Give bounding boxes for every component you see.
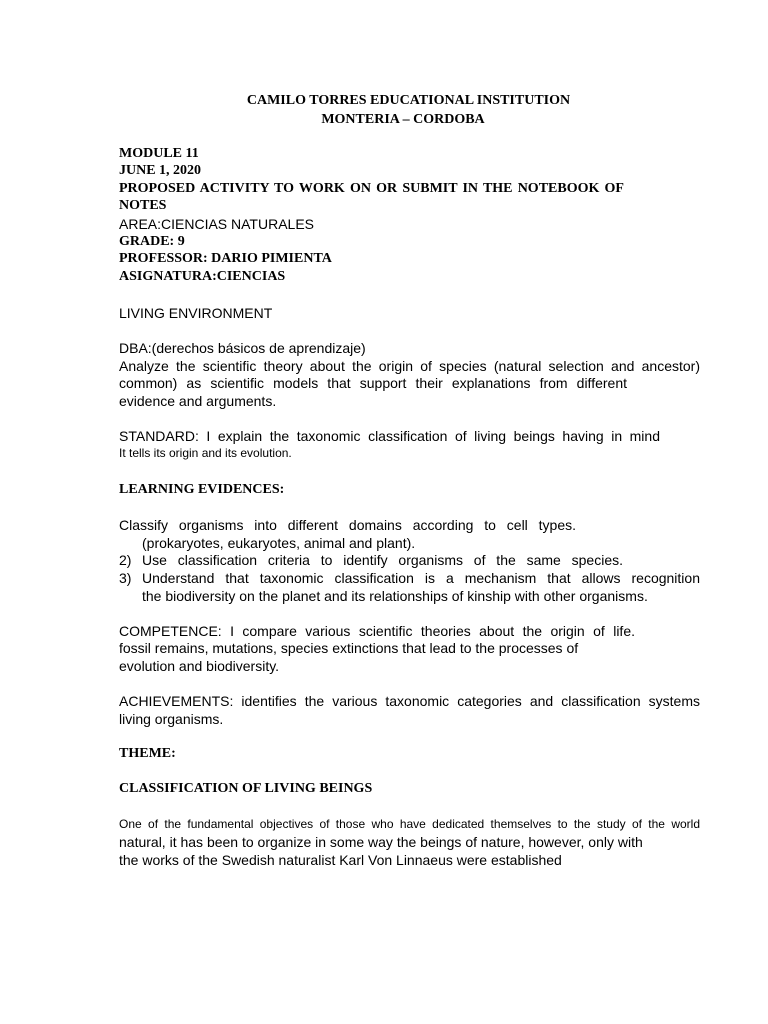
city-title: MONTERIA – CORDOBA: [321, 112, 485, 127]
learning-evidences-heading: LEARNING EVIDENCES:: [119, 482, 285, 497]
learning-item-3-number: 3): [119, 570, 132, 586]
professor-label: PROFESSOR: DARIO PIMIENTA: [119, 251, 332, 266]
achievements-line-1: ACHIEVEMENTS: identifies the various taxonomic categories and classification systems: [119, 693, 700, 709]
dba-line-2: common) as scientific models that support their explanations from different: [119, 375, 627, 391]
living-environment-heading: LIVING ENVIRONMENT: [119, 305, 273, 321]
dba-title: DBA:(derechos básicos de aprendizaje): [119, 340, 366, 356]
standard-line-2: It tells its origin and its evolution.: [119, 446, 292, 460]
competence-line-3: evolution and biodiversity.: [119, 658, 280, 674]
area-label: AREA:CIENCIAS NATURALES: [119, 216, 315, 232]
intro-line-2: natural, it has been to organize in some way the beings of nature, however, only with: [119, 834, 643, 850]
date-label: JUNE 1, 2020: [119, 163, 202, 178]
learning-item-1-line-2: (prokaryotes, eukaryotes, animal and plant).: [142, 535, 416, 551]
competence-line-2: fossil remains, mutations, species extinctions that lead to the processes of: [119, 640, 579, 656]
learning-item-2-number: 2): [119, 552, 132, 568]
learning-item-1-line-1: Classify organisms into different domains according to cell types.: [119, 517, 576, 533]
activity-line-2: NOTES: [119, 198, 167, 213]
learning-item-3-line-1: Understand that taxonomic classification is a mechanism that allows recognition: [142, 570, 700, 586]
subject-label: ASIGNATURA:CIENCIAS: [119, 269, 286, 284]
learning-item-3-line-2: the biodiversity on the planet and its relationships of kinship with other organisms.: [142, 588, 648, 604]
intro-line-1: One of the fundamental objectives of those who have dedicated themselves to the study of the world: [119, 817, 700, 831]
classification-heading: CLASSIFICATION OF LIVING BEINGS: [119, 781, 373, 796]
standard-line-1: STANDARD: I explain the taxonomic classification of living beings having in mind: [119, 428, 660, 444]
competence-line-1: COMPETENCE: I compare various scientific theories about the origin of life.: [119, 623, 635, 639]
dba-line-1: Analyze the scientific theory about the origin of species (natural selection and ancestor): [119, 358, 700, 374]
achievements-line-2: living organisms.: [119, 711, 224, 727]
learning-item-2: Use classification criteria to identify organisms of the same species.: [142, 552, 623, 568]
activity-line-1: PROPOSED ACTIVITY TO WORK ON OR SUBMIT IN THE NOTEBOOK OF: [119, 181, 624, 196]
theme-heading: THEME:: [119, 746, 176, 761]
module-label: MODULE 11: [119, 146, 199, 161]
grade-label: GRADE: 9: [119, 234, 185, 249]
institution-title: CAMILO TORRES EDUCATIONAL INSTITUTION: [246, 93, 571, 108]
intro-line-3: the works of the Swedish naturalist Karl Von Linnaeus were established: [119, 852, 562, 868]
dba-line-3: evidence and arguments.: [119, 393, 277, 409]
